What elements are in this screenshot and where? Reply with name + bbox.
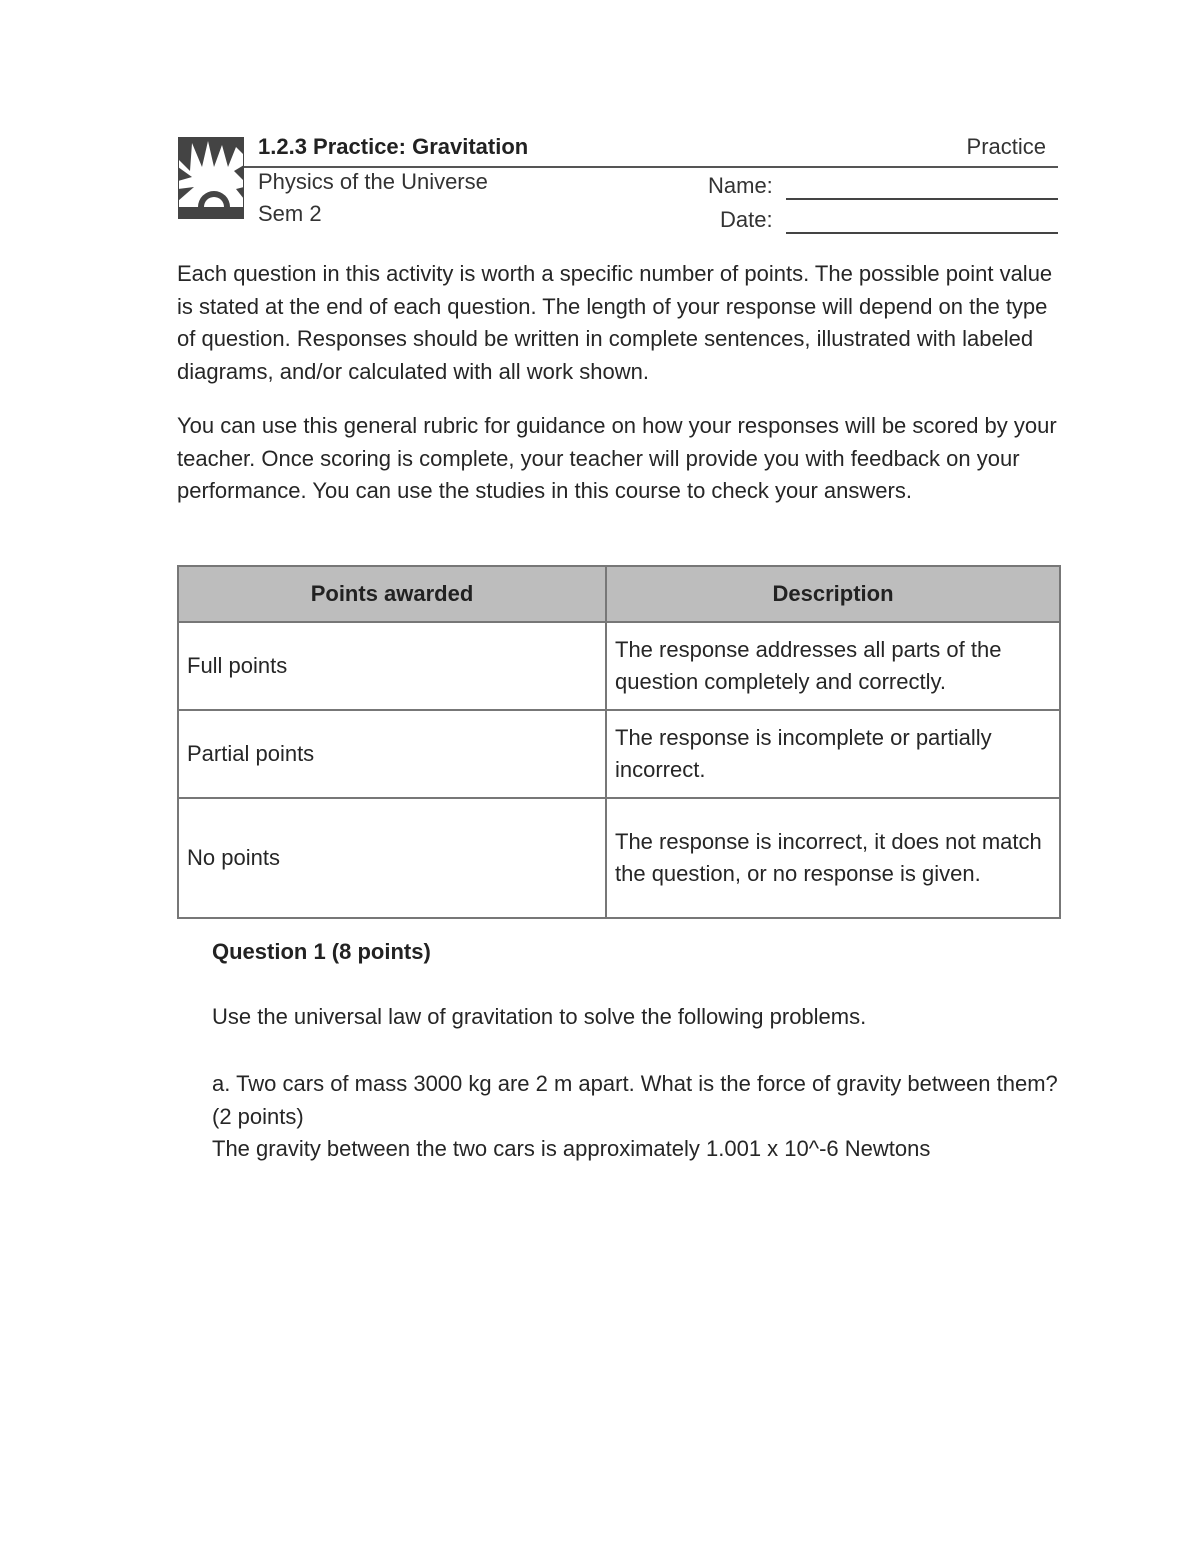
name-label: Name: [708,173,773,198]
question-1-title: Question 1 (8 points) [212,939,431,964]
document-type: Practice [966,134,1046,159]
rubric-table [177,565,1061,919]
course-name: Physics of the Universe [258,169,488,194]
page-title: 1.2.3 Practice: Gravitation [258,134,529,159]
date-field[interactable] [786,232,1058,234]
table-row [178,710,1060,798]
column-header-description: Description [606,566,1060,622]
points-cell: Full points [178,622,606,710]
description-cell: The response is incorrect, it does not match the question, or no response is given. [606,798,1060,918]
table-header-row [178,566,1060,622]
table-row [178,622,1060,710]
part-a-prompt: a. Two cars of mass 3000 kg are 2 m apart. What is the force of gravity between them? (2 points) [212,1071,1058,1129]
question-1-part-a [212,1068,1072,1166]
points-cell: Partial points [178,710,606,798]
name-field[interactable] [786,198,1058,200]
intro-paragraph-1: Each question in this activity is worth a specific number of points. The possible point value is stated at the end of each question. The length of your response will depend on the type of question. Responses should be written in complete sentences, illustrated with labeled diagrams, and/or calculated with all work shown. [177,261,1053,384]
description-cell: The response addresses all parts of the question completely and correctly. [606,622,1060,710]
table-row [178,798,1060,918]
semester: Sem 2 [258,201,322,226]
points-cell: No points [178,798,606,918]
question-1-instruction: Use the universal law of gravitation to solve the following problems. [212,1004,867,1029]
date-label: Date: [720,207,773,232]
description-cell: The response is incomplete or partially incorrect. [606,710,1060,798]
intro-paragraph-2: You can use this general rubric for guidance on how your responses will be scored by your teacher. Once scoring is complete, your teacher will provide you with feedback on your performance. You can use the studies in this course to check your answers. [177,413,1057,503]
header-divider [244,166,1058,168]
sunburst-logo-icon [178,137,244,219]
part-a-answer[interactable]: The gravity between the two cars is approximately 1.001 x 10^-6 Newtons [212,1136,931,1161]
column-header-points: Points awarded [178,566,606,622]
